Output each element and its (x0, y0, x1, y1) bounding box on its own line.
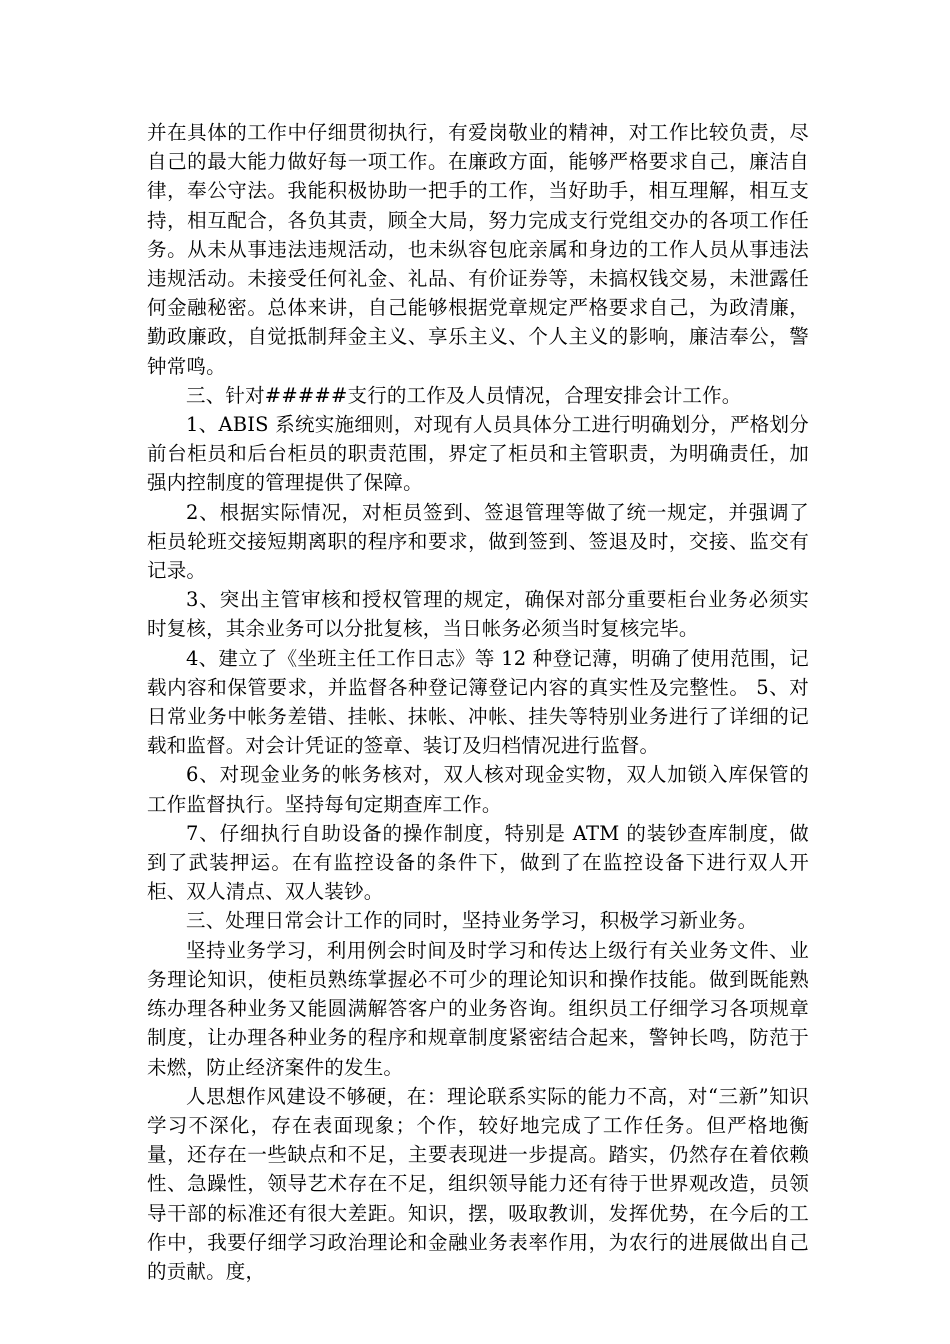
paragraph-section-three-heading: 三、针对#####支行的工作及人员情况，合理安排会计工作。 (186, 383, 742, 407)
paragraph-item-4-5: 4、建立了《坐班主任工作日志》等 12 种登记薄，明确了使用范围，记载内容和保管要求，并监督各种登记簿登记内容的真实性及完整性。 5、对日常业务中帐务差错、挂帐、抹帐、冲帐、挂失等特别业务进行了详细的记载和监督。对会计凭证的签章、装订及归档情况进行监督。 (147, 646, 809, 758)
paragraph-integrity-summary: 并在具体的工作中仔细贯彻执行，有爱岗敬业的精神，对工作比较负责，尽自己的最大能力做好每一项工作。在廉政方面，能够严格要求自己，廉洁自律，奉公守法。我能积极协助一把手的工作，当好助手，相互理解，相互支持，相互配合，各负其责，顾全大局，努力完成支行党组交办的各项工作任务。从未从事违法违规活动，也未纵容包庇亲属和身边的工作人员从事违法违规活动。未接受任何礼金、礼品、有价证券等，未搞权钱交易，未泄露任何金融秘密。总体来讲，自己能够根据党章规定严格要求自己，为政清廉，勤政廉政，自觉抵制拜金主义、享乐主义、个人主义的影响，廉洁奉公，警钟常鸣。 (147, 121, 809, 378)
paragraph-item-7: 7、仔细执行自助设备的操作制度，特别是 ATM 的装钞查库制度，做到了武装押运。在有监控设备的条件下，做到了在监控设备下进行双人开柜、双人清点、双人装钞。 (147, 821, 809, 904)
paragraph-item-2: 2、根据实际情况，对柜员签到、签退管理等做了统一规定，并强调了柜员轮班交接短期离职的程序和要求，做到签到、签退及时，交接、监交有记录。 (147, 500, 809, 583)
paragraph-item-3: 3、突出主管审核和授权管理的规定，确保对部分重要柜台业务必须实时复核，其余业务可以分批复核，当日帐务必须当时复核完毕。 (147, 588, 809, 641)
paragraph-section-study-heading: 三、处理日常会计工作的同时，坚持业务学习，积极学习新业务。 (186, 909, 758, 933)
paragraph-business-study: 坚持业务学习，利用例会时间及时学习和传达上级行有关业务文件、业务理论知识，使柜员熟练掌握必不可少的理论知识和操作技能。做到既能熟练办理各种业务又能圆满解答客户的业务咨询。组织员工仔细学习各项规章制度，让办理各种业务的程序和规章制度紧密结合起来，警钟长鸣，防范于未燃，防止经济案件的发生。 (147, 938, 809, 1079)
paragraph-shortcomings: 人思想作风建设不够硬，在：理论联系实际的能力不高，对“三新”知识学习不深化，存在表面现象；个作，较好地完成了工作任务。但严格地衡量，还存在一些缺点和不足，主要表现进一步提高。踏实，仍然存在着依赖性、急躁性，领导艺术存在不足，组织领导能力还有待于世界观改造，员领导干部的标准还有很大差距。知识，摆，吸取教训，发挥优势，在今后的工作中，我要仔细学习政治理论和金融业务表率作用，为农行的进展做出自己的贡献。度， (147, 1084, 809, 1283)
paragraph-item-6: 6、对现金业务的帐务核对，双人核对现金实物，双人加锁入库保管的工作监督执行。坚持每旬定期查库工作。 (147, 763, 809, 816)
document-page (147, 118, 809, 1286)
paragraph-item-1: 1、ABIS 系统实施细则，对现有人员具体分工进行明确划分，严格划分前台柜员和后台柜员的职责范围，界定了柜员和主管职责，为明确责任，加强内控制度的管理提供了保障。 (147, 413, 809, 495)
